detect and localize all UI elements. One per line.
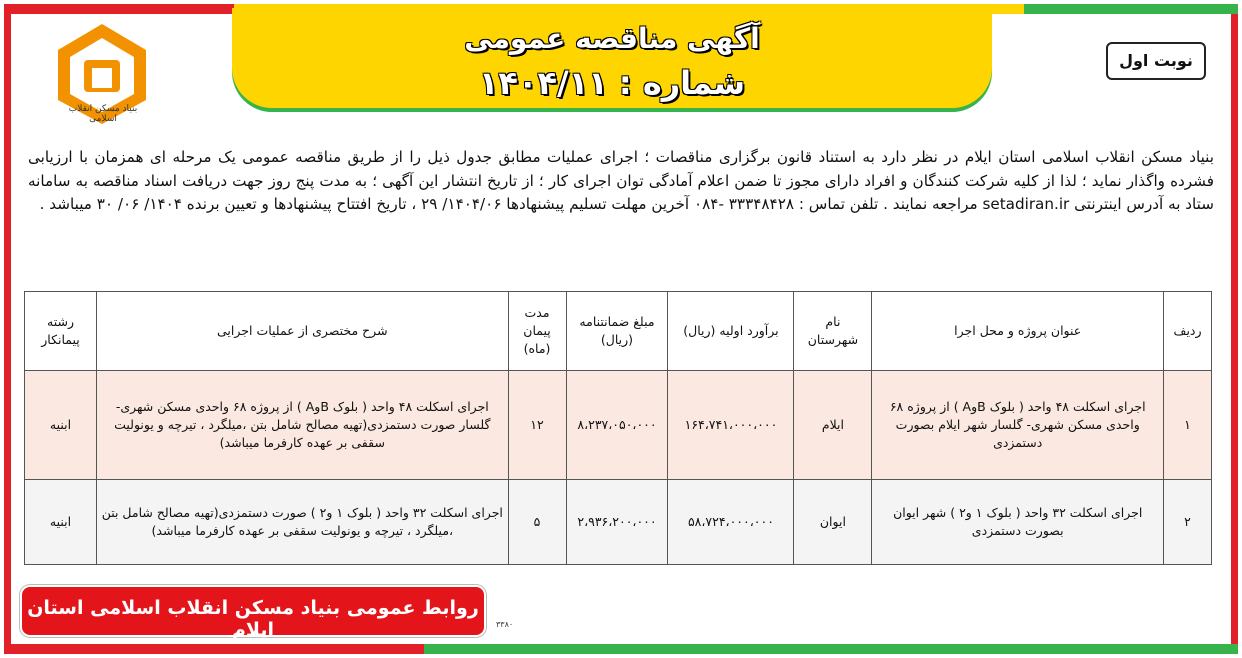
cell-description: اجرای اسکلت ۴۸ واحد ( بلوک BوA ) از پروژه ۶۸ واحدی مسکن شهری- گلسار صورت دستمزدی(تهیه مصالح شامل بتن ،میلگرد ، تیرچه و یونولیت سقفی بر عهده کارفرما میباشد) xyxy=(97,371,509,480)
cell-description: اجرای اسکلت ۳۲ واحد ( بلوک ۱ و۲ ) صورت دستمزدی(تهیه مصالح شامل بتن ،میلگرد ، تیرچه و یونولیت سقفی بر عهده کارفرما میباشد) xyxy=(97,480,509,565)
cell-contractor-field: ابنیه xyxy=(25,371,97,480)
cell-contractor-field: ابنیه xyxy=(25,480,97,565)
cell-row-number: ۱ xyxy=(1164,371,1212,480)
header-duration: مدت پیمان (ماه) xyxy=(508,292,566,371)
cell-estimate: ۱۶۴،۷۴۱،۰۰۰،۰۰۰ xyxy=(668,371,794,480)
bottom-stripe-red xyxy=(4,644,424,654)
intro-text: بنیاد مسکن انقلاب اسلامی استان ایلام در نظر دارد به استناد قانون برگزاری مناقصات ؛ اجرای عملیات مطابق جدول ذیل را از طریق مناقصه عمومی یک مرحله ای همزمان با ارزیابی فشرده واگذار نماید ؛ لذا از کلیه شرکت کنندگان و افراد دارای مجوز تا ضمن اعلام آمادگی توان اجرای کار ؛ از تاریخ انتشار این آگهی ؛ به مدت پنج روز جهت دریافت اسناد مناقصه به سامانه ستاد به آدرس اینترنتی setadiran.ir مراجعه نمایند . تلفن تماس : ۳۳۳۴۸۴۲۸ -۰۸۴ آخرین مهلت تسلیم پیشنهادها ۱۴۰۴/۰۶/ ۲۹ ، تاریخ افتتاح پیشنهادها و تعیین برنده ۱۴۰۴/ ۰۶/ ۳۰ میباشد . xyxy=(28,148,1214,214)
header-row-number: ردیف xyxy=(1164,292,1212,371)
header-guarantee: مبلغ ضمانتنامه (ریال) xyxy=(566,292,668,371)
header-estimate: برآورد اولیه (ریال) xyxy=(668,292,794,371)
public-relations-text: روابط عمومی بنیاد مسکن انقلاب اسلامی استان ایلام xyxy=(27,597,479,641)
top-stripe-green xyxy=(1024,4,1238,14)
announcement-title: آگهی مناقصه عمومی xyxy=(464,22,760,55)
print-code: ۳۳۸۰ xyxy=(496,620,514,629)
public-relations-banner xyxy=(22,587,484,641)
header-contractor-field: رشته پیمانکار xyxy=(25,292,97,371)
cell-project-title: اجرای اسکلت ۳۲ واحد ( بلوک ۱ و۲ ) شهر ایوان بصورت دستمزدی xyxy=(872,480,1164,565)
table-row xyxy=(25,480,1212,565)
projects-table xyxy=(24,291,1212,565)
cell-project-title: اجرای اسکلت ۴۸ واحد ( بلوک BوA ) از پروژه ۶۸ واحدی مسکن شهری- گلسار شهر ایلام بصورت دستمزدی xyxy=(872,371,1164,480)
header-banner xyxy=(232,8,992,108)
cell-duration: ۵ xyxy=(508,480,566,565)
cell-estimate: ۵۸،۷۲۴،۰۰۰،۰۰۰ xyxy=(668,480,794,565)
header-description: شرح مختصری از عملیات اجرایی xyxy=(97,292,509,371)
intro-paragraph xyxy=(28,146,1214,217)
announcement-number: شماره : ۱۴۰۴/۱۱ xyxy=(478,64,746,102)
cell-duration: ۱۲ xyxy=(508,371,566,480)
logo-caption: بنیاد مسکن انقلاب اسلامی xyxy=(68,104,138,124)
header-city: نام شهرستان xyxy=(794,292,872,371)
top-stripe-red xyxy=(4,4,234,14)
cell-guarantee: ۲،۹۳۶،۲۰۰،۰۰۰ xyxy=(566,480,668,565)
header-project-title: عنوان پروژه و محل اجرا xyxy=(872,292,1164,371)
table-row xyxy=(25,371,1212,480)
bottom-stripe-green xyxy=(424,644,1238,654)
cell-guarantee: ۸،۲۳۷،۰۵۰،۰۰۰ xyxy=(566,371,668,480)
cell-city: ایوان xyxy=(794,480,872,565)
cell-row-number: ۲ xyxy=(1164,480,1212,565)
cell-city: ایلام xyxy=(794,371,872,480)
round-badge: نوبت اول xyxy=(1106,42,1206,80)
table-header-row xyxy=(25,292,1212,371)
